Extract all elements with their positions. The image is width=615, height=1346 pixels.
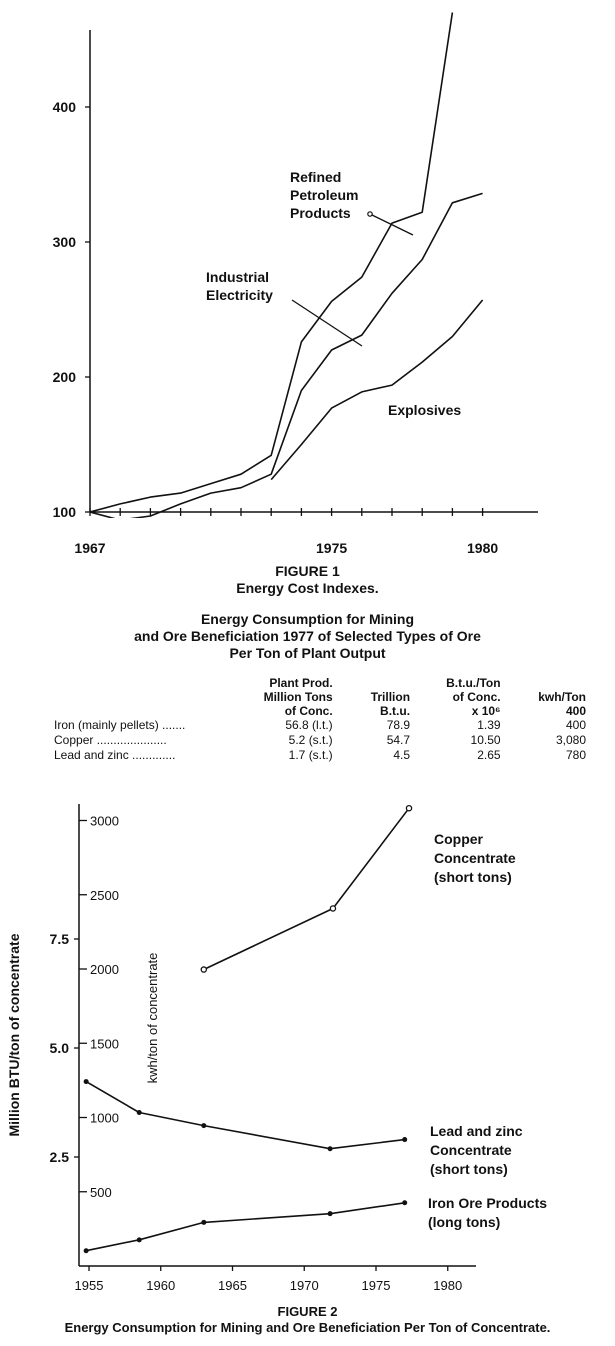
refined-petroleum-label-line: Petroleum bbox=[290, 187, 359, 203]
y2-tick-label: 2000 bbox=[90, 962, 119, 977]
lead-zinc-line bbox=[86, 1082, 405, 1149]
figure1-axes bbox=[90, 30, 538, 512]
table-row bbox=[50, 748, 590, 763]
iron-ore-label-line: (long tons) bbox=[428, 1214, 501, 1230]
y-tick-label: 400 bbox=[52, 99, 76, 115]
figure1-caption-title: Energy Cost Indexes. bbox=[236, 580, 379, 596]
y2-tick-label: 3000 bbox=[90, 813, 119, 829]
table-cell: 1.7 (s.t.) bbox=[288, 748, 333, 762]
y-tick-label: 7.5 bbox=[49, 931, 69, 947]
y2-tick-label: 2500 bbox=[90, 887, 119, 903]
lead-zinc-label-line: Concentrate bbox=[430, 1142, 512, 1158]
y-tick-label: 200 bbox=[52, 369, 76, 385]
copper-point bbox=[330, 906, 335, 911]
table-header-row bbox=[50, 676, 590, 718]
table-header-kwh-per-ton bbox=[505, 676, 590, 718]
table-header-btu-per-ton bbox=[414, 676, 505, 718]
table-cell: 78.9 bbox=[386, 718, 411, 732]
table-cell: 3,080 bbox=[555, 733, 586, 747]
table-title bbox=[0, 611, 615, 662]
table-cell: 2.65 bbox=[477, 748, 501, 762]
x-tick-label: 1965 bbox=[218, 1278, 247, 1293]
table-cell: 56.8 (l.t.) bbox=[285, 718, 333, 732]
energy-table bbox=[50, 676, 590, 763]
header-line: kwh/Ton bbox=[538, 690, 586, 704]
lead-zinc-label-line: Lead and zinc bbox=[430, 1123, 523, 1139]
y-axis-title: Million BTU/ton of concentrate bbox=[6, 933, 22, 1137]
lead-zinc-label-line: (short tons) bbox=[430, 1161, 508, 1177]
figure2-annotations bbox=[428, 831, 547, 1230]
lead-zinc-point bbox=[328, 1146, 333, 1151]
iron-ore-label-line: Iron Ore Products bbox=[428, 1195, 548, 1211]
header-line: Trillion bbox=[370, 690, 411, 704]
table-header-trillion-btu bbox=[337, 676, 414, 718]
copper-point bbox=[406, 806, 411, 811]
figure1-chart bbox=[0, 0, 615, 560]
y2-tick-label: 1000 bbox=[90, 1110, 119, 1126]
table-row bbox=[50, 733, 590, 748]
figure2-axes bbox=[79, 804, 476, 1266]
iron-ore-point bbox=[402, 1200, 407, 1205]
copper-line bbox=[204, 808, 409, 969]
x-tick-label: 1980 bbox=[433, 1278, 463, 1293]
table-cell: 5.2 (s.t.) bbox=[288, 733, 333, 747]
figure2-caption bbox=[0, 1304, 615, 1336]
copper-label-line: Concentrate bbox=[434, 850, 516, 866]
iron-ore-point bbox=[328, 1211, 333, 1216]
y2-tick-label: 500 bbox=[90, 1184, 112, 1200]
y2-axis-title: kwh/ton of concentrate bbox=[145, 952, 160, 1084]
figure1-ticks bbox=[53, 99, 499, 556]
table-title-line: Energy Consumption for Mining bbox=[200, 611, 415, 627]
refined-petroleum-marker bbox=[368, 212, 372, 216]
refined-petroleum-line bbox=[90, 13, 452, 513]
table-title-line: Per Ton of Plant Output bbox=[229, 645, 386, 661]
lead-zinc-label bbox=[430, 1123, 523, 1177]
lead-zinc-point bbox=[84, 1079, 89, 1084]
figure2-chart bbox=[0, 770, 615, 1310]
header-line: of Conc. bbox=[284, 704, 333, 718]
figure2-series bbox=[84, 806, 412, 1254]
iron-ore-line bbox=[86, 1203, 405, 1251]
copper-label-line: Copper bbox=[434, 831, 483, 847]
table-cell: 1.39 bbox=[477, 718, 501, 732]
copper-point bbox=[201, 967, 206, 972]
header-line: B.t.u./Ton bbox=[446, 676, 501, 690]
table-title-line: and Ore Beneficiation 1977 of Selected Types of Ore bbox=[134, 628, 481, 644]
copper-label-line: (short tons) bbox=[434, 869, 512, 885]
lead-zinc-point bbox=[402, 1137, 407, 1142]
table-header-type bbox=[50, 676, 229, 718]
table-cell: 54.7 bbox=[386, 733, 411, 747]
y-tick-label: 2.5 bbox=[49, 1149, 69, 1165]
header-line: Million Tons bbox=[263, 690, 333, 704]
y-tick-label: 300 bbox=[52, 234, 76, 250]
refined-petroleum-label-line: Refined bbox=[290, 169, 342, 185]
table-cell: 400 bbox=[565, 718, 586, 732]
x-tick-label: 1975 bbox=[361, 1278, 391, 1293]
figure2-caption-number: FIGURE 2 bbox=[277, 1304, 338, 1319]
iron-ore-point bbox=[137, 1237, 142, 1242]
table-cell: 780 bbox=[565, 748, 586, 762]
y2-tick-label: 1500 bbox=[90, 1036, 119, 1052]
header-line: 400 bbox=[565, 704, 586, 718]
x-tick-label: 1975 bbox=[316, 540, 348, 556]
lead-zinc-point bbox=[137, 1110, 142, 1115]
industrial-electricity-label bbox=[206, 269, 273, 303]
header-line: Plant Prod. bbox=[269, 676, 333, 690]
figure1-series bbox=[90, 13, 483, 521]
y-tick-label: 5.0 bbox=[49, 1040, 69, 1056]
figure1-caption-number: FIGURE 1 bbox=[275, 563, 340, 579]
iron-ore-point bbox=[201, 1220, 206, 1225]
industrial-electricity-label-line: Industrial bbox=[206, 269, 270, 285]
table-cell: Iron (mainly pellets) ....... bbox=[54, 718, 186, 732]
header-line: of Conc. bbox=[452, 690, 501, 704]
header-line: B.t.u. bbox=[380, 704, 411, 718]
table-cell: 10.50 bbox=[470, 733, 501, 747]
x-tick-label: 1960 bbox=[146, 1278, 176, 1293]
x-tick-label: 1970 bbox=[289, 1278, 319, 1293]
iron-ore-label bbox=[428, 1195, 547, 1230]
iron-ore-point bbox=[84, 1248, 89, 1253]
refined-petroleum-label bbox=[290, 169, 358, 221]
copper-label bbox=[434, 831, 516, 885]
refined-petroleum-label-line: Products bbox=[290, 205, 351, 221]
figure2-caption-title: Energy Consumption for Mining and Ore Beneficiation Per Ton of Concentrate. bbox=[64, 1320, 551, 1335]
header-line: x 10⁶ bbox=[471, 704, 501, 718]
energy-table-grid bbox=[50, 676, 590, 763]
table-header-plant-prod bbox=[229, 676, 337, 718]
lead-zinc-point bbox=[201, 1123, 206, 1128]
table-cell: Lead and zinc ............. bbox=[54, 748, 176, 762]
y-tick-label: 100 bbox=[52, 504, 76, 520]
explosives-label: Explosives bbox=[388, 402, 462, 418]
table-cell: Copper ..................... bbox=[54, 733, 167, 747]
x-tick-label: 1955 bbox=[74, 1278, 104, 1293]
table-row bbox=[50, 718, 590, 733]
x-tick-label: 1980 bbox=[467, 540, 499, 556]
x-tick-label: 1967 bbox=[74, 540, 106, 556]
industrial-electricity-line bbox=[90, 193, 483, 520]
figure1-caption bbox=[0, 563, 615, 597]
table-cell: 4.5 bbox=[393, 748, 411, 762]
industrial-electricity-label-line: Electricity bbox=[206, 287, 273, 303]
